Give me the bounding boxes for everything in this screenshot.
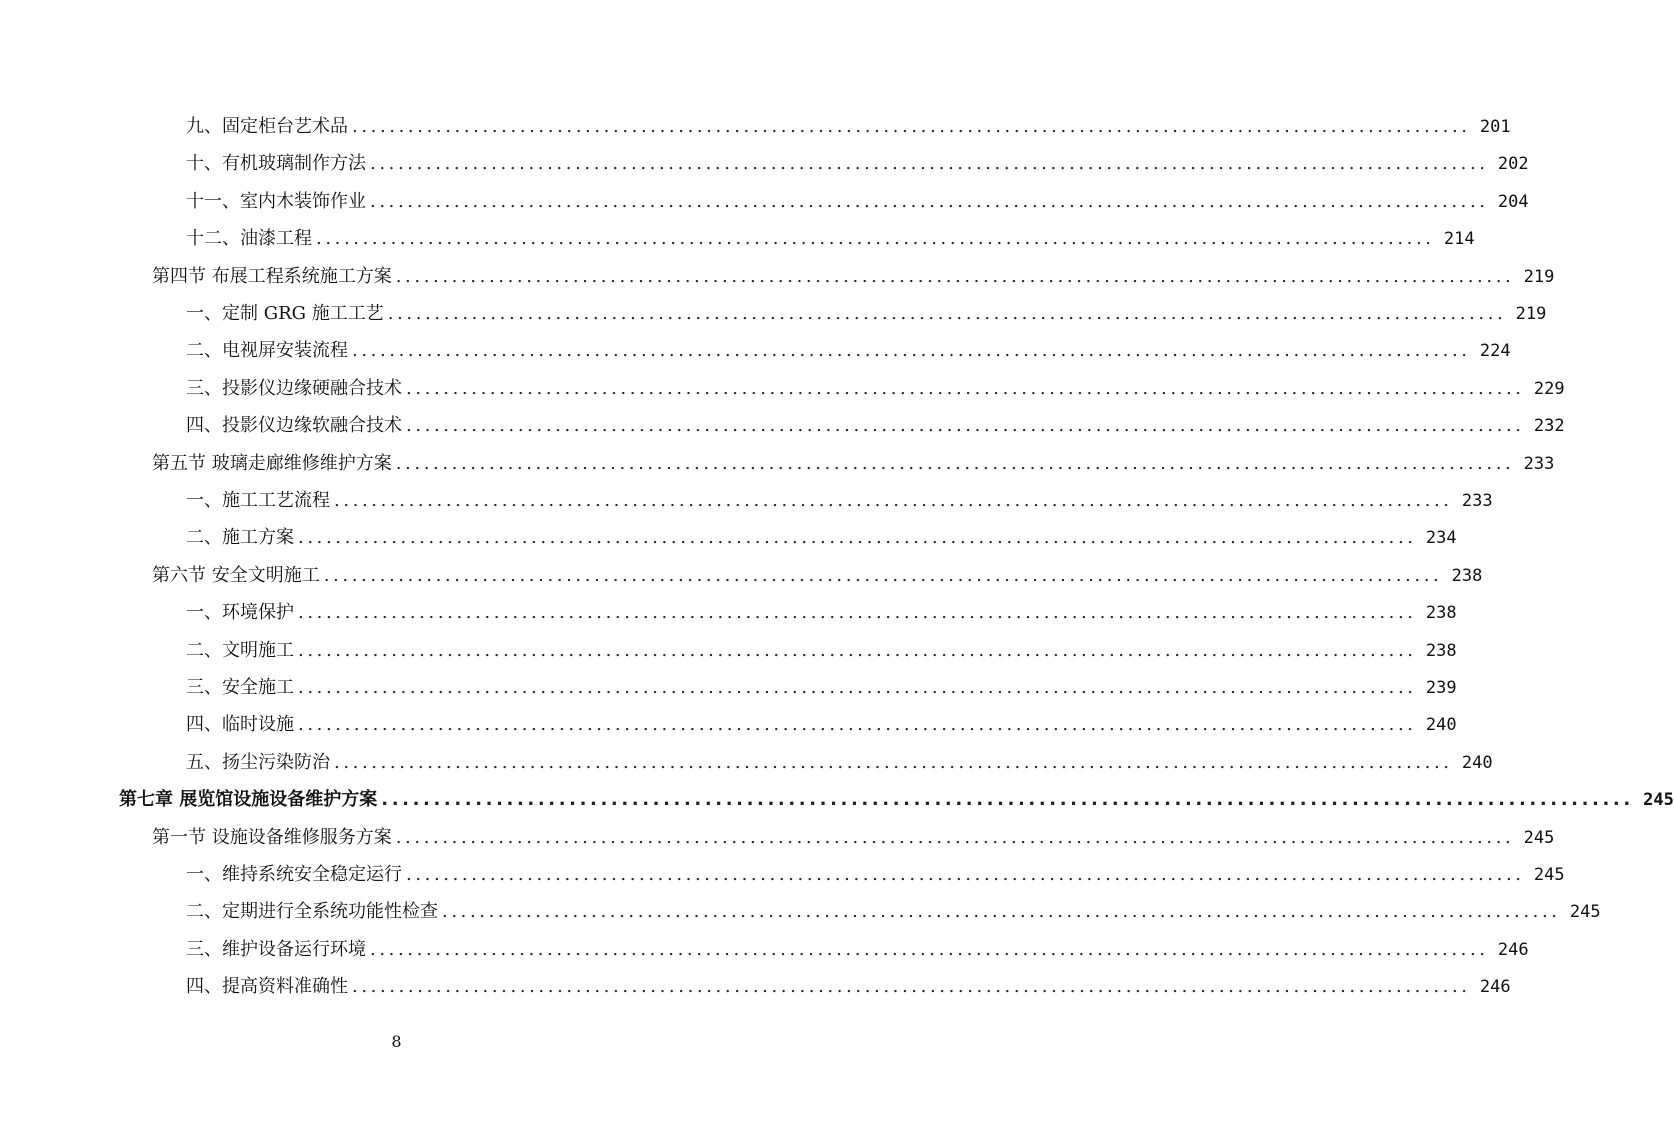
- toc-entry-page-number: 245: [1569, 902, 1601, 923]
- dot-leader: ........................................................................................................................: [370, 153, 1489, 175]
- toc-entry-item[interactable]: [186, 334, 1511, 364]
- toc-entry-page-number: 202: [1497, 154, 1529, 175]
- toc-entry-item[interactable]: [186, 895, 1601, 925]
- dot-leader: ........................................................................................................................: [395, 826, 1515, 848]
- toc-entry-page-number: 214: [1443, 229, 1475, 250]
- toc-entry-title: 十、有机玻璃制作方法: [186, 153, 366, 175]
- toc-entry-title: 第五节 玻璃走廊维修维护方案: [152, 452, 392, 474]
- toc-entry-title: 第六节 安全文明施工: [152, 564, 320, 586]
- dot-leader: ........................................................................................................................: [370, 190, 1489, 212]
- dot-leader: ........................................................................................................................: [298, 639, 1417, 661]
- toc-entry-item[interactable]: [186, 521, 1457, 551]
- dot-leader: ........................................................................................................................: [298, 527, 1417, 549]
- toc-entry-title: 一、定制 GRG 施工工艺: [186, 303, 384, 324]
- toc-entry-title: 四、提高资料准确性: [186, 976, 348, 998]
- toc-entry-page-number: 245: [1533, 865, 1565, 885]
- toc-entry-title: 十一、室内木装饰作业: [186, 190, 366, 212]
- toc-entry-title: 一、环境保护: [186, 602, 294, 624]
- toc-entry-section[interactable]: [152, 260, 1555, 290]
- toc-entry-section[interactable]: [152, 821, 1555, 851]
- dot-leader: ........................................................................................................................: [442, 901, 1561, 923]
- toc-entry-page-number: 233: [1461, 491, 1493, 511]
- dot-leader: ........................................................................................................................: [298, 714, 1417, 736]
- dot-leader: ........................................................................................................................: [352, 116, 1471, 137]
- toc-entry-item[interactable]: [186, 222, 1475, 252]
- dot-leader: ........................................................................................................................: [298, 677, 1417, 698]
- toc-entry-page-number: 238: [1425, 603, 1457, 624]
- toc-entry-item[interactable]: [186, 746, 1493, 776]
- dot-leader: ........................................................................................................................: [381, 789, 1634, 811]
- dot-leader: ........................................................................................................................: [395, 452, 1515, 474]
- toc-entry-item[interactable]: [186, 297, 1547, 327]
- toc-entry-title: 九、固定柜台艺术品: [186, 116, 348, 137]
- toc-entry-page-number: 245: [1523, 827, 1555, 848]
- toc-entry-page-number: 219: [1515, 304, 1547, 324]
- toc-entry-page-number: 238: [1451, 565, 1483, 586]
- dot-leader: ........................................................................................................................: [370, 938, 1489, 960]
- toc-entry-title: 第一节 设施设备维修服务方案: [152, 826, 392, 848]
- toc-entry-page-number: 245: [1643, 790, 1674, 811]
- toc-entry-item[interactable]: [186, 185, 1529, 215]
- dot-leader: ........................................................................................................................: [334, 490, 1453, 511]
- toc-entry-item[interactable]: [186, 147, 1529, 177]
- dot-leader: ........................................................................................................................: [406, 415, 1525, 437]
- toc-entry-item[interactable]: [186, 708, 1457, 738]
- toc-entry-title: 二、电视屏安装流程: [186, 340, 348, 362]
- toc-entry-page-number: 229: [1533, 378, 1565, 399]
- toc-entry-section[interactable]: [152, 447, 1555, 477]
- toc-entry-page-number: 246: [1479, 977, 1511, 998]
- toc-entry-item[interactable]: [186, 671, 1457, 701]
- dot-leader: ........................................................................................................................: [316, 228, 1435, 250]
- toc-entry-item[interactable]: [186, 484, 1493, 514]
- toc-entry-title: 二、文明施工: [186, 639, 294, 661]
- toc-entry-page-number: 234: [1425, 528, 1457, 549]
- toc-entry-chapter[interactable]: [119, 783, 1674, 813]
- page-number: 8: [391, 1032, 402, 1051]
- dot-leader: ........................................................................................................................: [352, 340, 1471, 362]
- toc-entry-item[interactable]: [186, 110, 1511, 140]
- dot-leader: ........................................................................................................................: [406, 864, 1525, 885]
- toc-entry-section[interactable]: [152, 559, 1483, 589]
- toc-entry-page-number: 232: [1533, 416, 1565, 437]
- dot-leader: ........................................................................................................................: [323, 564, 1443, 586]
- toc-entry-item[interactable]: [186, 634, 1457, 664]
- toc-entry-title: 四、临时设施: [186, 714, 294, 736]
- toc-entry-item[interactable]: [186, 596, 1457, 626]
- toc-entry-page-number: 240: [1425, 715, 1457, 736]
- toc-entry-item[interactable]: [186, 409, 1565, 439]
- toc-entry-item[interactable]: [186, 858, 1565, 888]
- toc-entry-item[interactable]: [186, 970, 1511, 1000]
- dot-leader: ........................................................................................................................: [395, 265, 1515, 287]
- toc-entry-title: 四、投影仪边缘软融合技术: [186, 415, 402, 437]
- toc-entry-page-number: 239: [1425, 678, 1457, 698]
- toc-entry-title: 二、定期进行全系统功能性检查: [186, 901, 438, 923]
- toc-entry-item[interactable]: [186, 933, 1529, 963]
- toc-entry-title: 二、施工方案: [186, 527, 294, 549]
- toc-entry-page-number: 204: [1497, 191, 1529, 212]
- toc-entry-page-number: 233: [1523, 453, 1555, 474]
- dot-leader: ........................................................................................................................: [352, 976, 1471, 998]
- toc-entry-page-number: 240: [1461, 752, 1493, 773]
- toc-entry-page-number: 246: [1497, 939, 1529, 960]
- toc-entry-title: 三、投影仪边缘硬融合技术: [186, 377, 402, 399]
- toc-entry-page-number: 224: [1479, 341, 1511, 362]
- toc-entry-page-number: 201: [1479, 117, 1511, 137]
- dot-leader: ........................................................................................................................: [406, 377, 1525, 399]
- toc-entry-title: 五、扬尘污染防治: [186, 751, 330, 773]
- toc-entry-title: 十二、油漆工程: [186, 228, 312, 250]
- toc-entry-page-number: 219: [1523, 266, 1555, 287]
- dot-leader: ........................................................................................................................: [387, 303, 1507, 324]
- toc-entry-page-number: 238: [1425, 640, 1457, 661]
- toc-entry-item[interactable]: [186, 372, 1565, 402]
- dot-leader: ........................................................................................................................: [334, 751, 1453, 773]
- toc-entry-title: 第七章 展览馆设施设备维护方案: [119, 789, 378, 811]
- toc-entry-title: 第四节 布展工程系统施工方案: [152, 265, 392, 287]
- toc-entry-title: 三、维护设备运行环境: [186, 938, 366, 960]
- toc-entry-title: 一、维持系统安全稳定运行: [186, 864, 402, 885]
- dot-leader: ........................................................................................................................: [298, 602, 1417, 624]
- toc-entry-title: 一、施工工艺流程: [186, 490, 330, 511]
- toc-entry-title: 三、安全施工: [186, 677, 294, 698]
